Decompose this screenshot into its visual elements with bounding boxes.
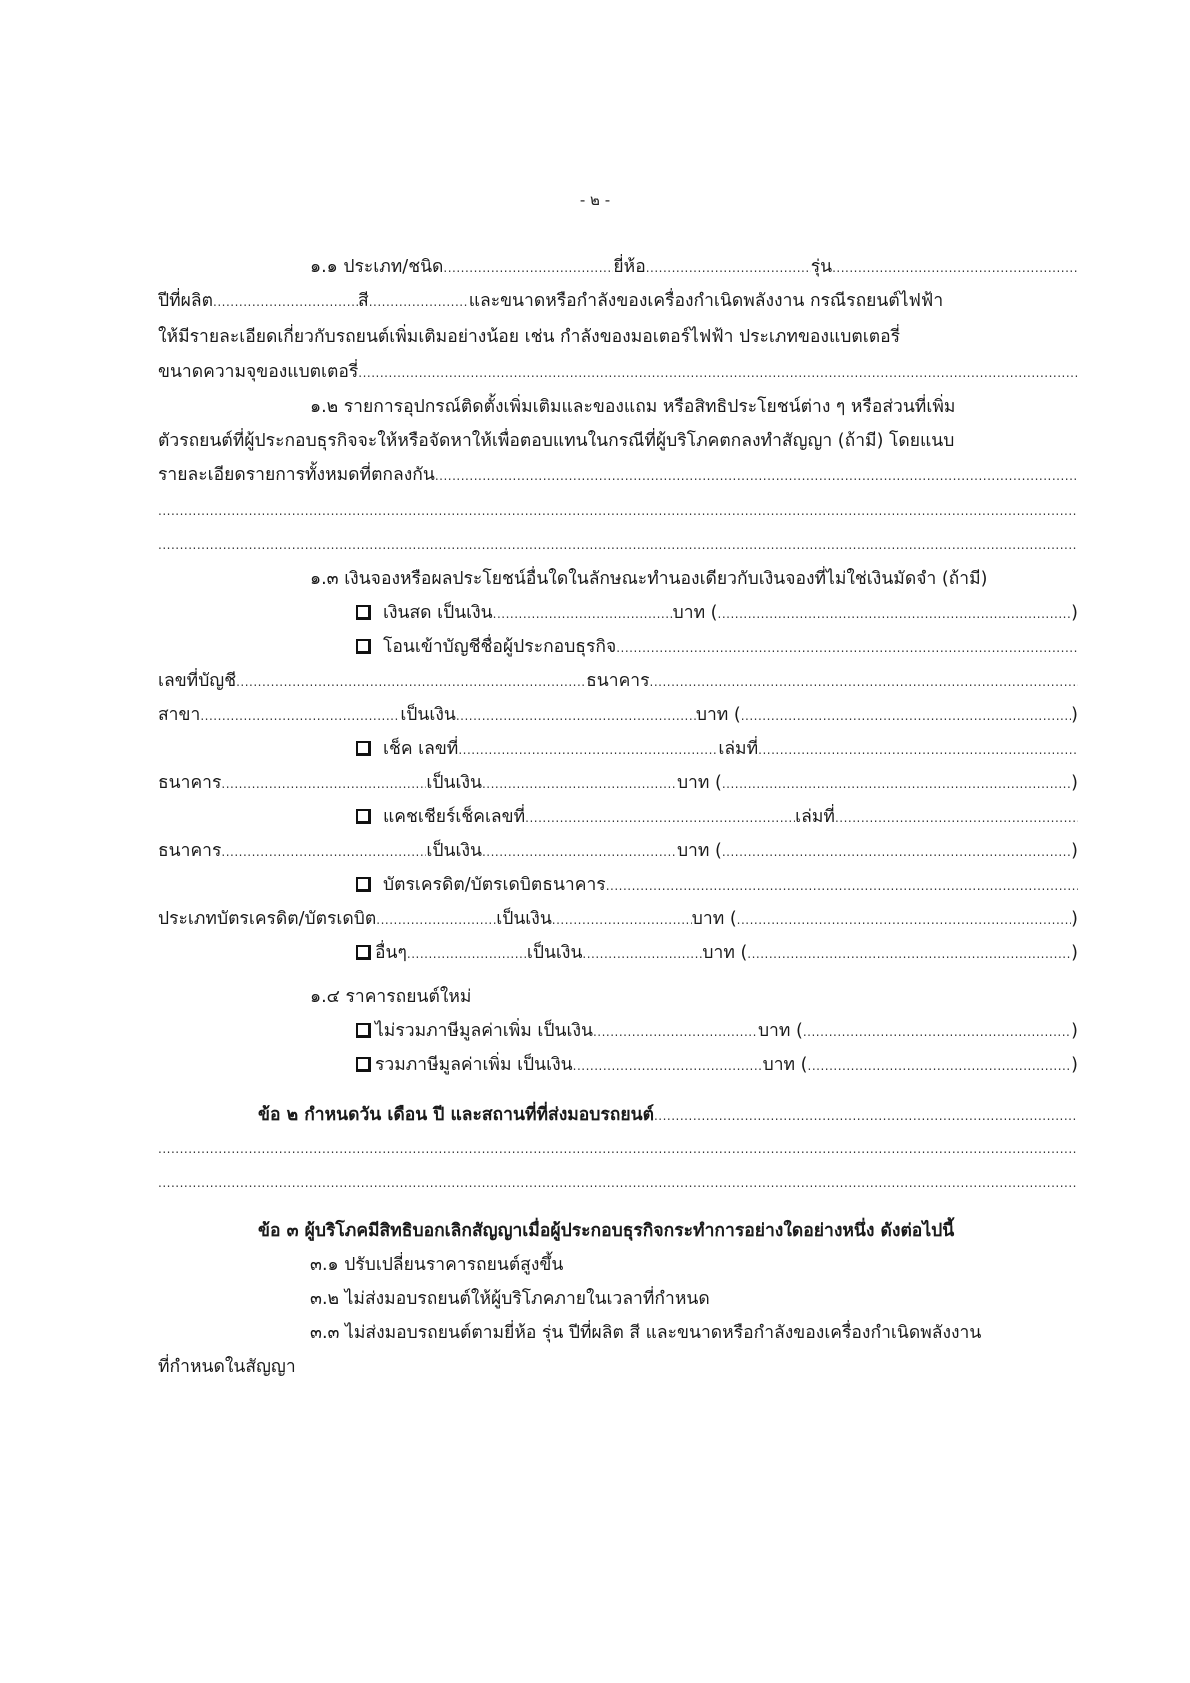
cheque-no-field[interactable] [458, 733, 718, 766]
cashier-no-label: แคชเชียร์เช็คเลขที่ [383, 807, 526, 827]
clause-3-heading: ข้อ ๓ ผู้บริโภคมีสิทธิบอกเลิกสัญญาเมื่อผู้ประกอบธุรกิจกระทำการอย่างใดอย่างหนึ่ง ดังต่อไปนี้ [258, 1221, 955, 1241]
clause-2-heading: ข้อ ๒ กำหนดวัน เดือน ปี และสถานที่ที่ส่งมอบรถยนต์ [258, 1105, 654, 1125]
accessories-detail-field[interactable] [435, 459, 1078, 492]
clause-3-3-continuation: ที่กำหนดในสัญญา [158, 1357, 296, 1377]
delivery-blank-line-1[interactable] [158, 1132, 1078, 1166]
clause-2-row [158, 1098, 1078, 1132]
cheque-book-label: เล่มที่ [718, 739, 759, 759]
car-price-heading: ๑.๔ ราคารถยนต์ใหม่ [310, 987, 472, 1007]
paren-close: ) [1071, 1055, 1078, 1075]
type-label: ๑.๑ ประเภท/ชนิด [310, 257, 444, 277]
other-amount-field[interactable] [582, 937, 702, 970]
excl-vat-checkbox[interactable] [356, 1023, 371, 1038]
type-field[interactable] [443, 251, 613, 284]
engine-text: และขนาดหรือกำลังของเครื่องกำเนิดพลังงาน กรณีรถยนต์ไฟฟ้า [468, 291, 944, 311]
cheque-baht-label: บาท ( [676, 773, 722, 793]
cash-amount-field[interactable] [493, 597, 673, 630]
section-1-1-line-4 [158, 355, 1078, 389]
paren-close: ) [1071, 909, 1078, 929]
accessories-heading: ๑.๒ รายการอุปกรณ์ติดตั้งเพิ่มเติมและของแถม หรือสิทธิประโยชน์ต่าง ๆ หรือส่วนที่เพิ่ม [310, 397, 956, 417]
cashier-baht-label: บาท ( [676, 841, 722, 861]
paren-close: ) [1071, 841, 1078, 861]
cashier-bank-row [158, 834, 1078, 868]
card-type-row [158, 902, 1078, 936]
incl-vat-row [158, 1048, 1078, 1082]
excl-vat-baht-label: บาท ( [757, 1021, 803, 1041]
clause-3-3-cont [158, 1350, 1078, 1384]
delivery-field[interactable] [654, 1099, 1078, 1132]
excl-vat-words-field[interactable] [803, 1015, 1071, 1048]
deposit-heading: ๑.๓ เงินจองหรือผลประโยชน์อื่นใดในลักษณะทำนองเดียวกับเงินจองที่ไม่ใช่เงินมัดจำ (ถ้ามี) [310, 569, 988, 589]
cashier-amount-field[interactable] [482, 835, 677, 868]
transfer-label: โอนเข้าบัญชีชื่อผู้ประกอบธุรกิจ [383, 637, 617, 657]
cheque-bank-field[interactable] [221, 767, 426, 800]
other-row [158, 936, 1078, 970]
card-amount-label: เป็นเงิน [496, 909, 552, 929]
brand-field[interactable] [646, 251, 811, 284]
other-checkbox[interactable] [356, 945, 371, 960]
section-1-2-line-3 [158, 458, 1078, 492]
transfer-row [158, 630, 1078, 664]
year-field[interactable] [213, 285, 358, 318]
card-row [158, 868, 1078, 902]
section-1-1-line-1 [158, 250, 1078, 284]
cash-row [158, 596, 1078, 630]
cashier-book-field[interactable] [835, 801, 1078, 834]
branch-row [158, 698, 1078, 732]
paren-close: ) [1071, 773, 1078, 793]
clause-3-3-text: ๓.๓ ไม่ส่งมอบรถยนต์ตามยี่ห้อ รุ่น ปีที่ผลิต สี และขนาดหรือกำลังของเครื่องกำเนิดพลังงาน [310, 1323, 982, 1343]
accessories-detail-label: รายละเอียดรายการทั้งหมดที่ตกลงกัน [158, 465, 435, 485]
page-number: - ๒ - [579, 191, 611, 209]
paren-close: ) [1071, 705, 1078, 725]
section-1-4-heading [158, 980, 1078, 1014]
other-field[interactable] [407, 937, 527, 970]
paren-close: ) [1071, 1021, 1078, 1041]
cheque-book-field[interactable] [758, 733, 1078, 766]
card-amount-field[interactable] [552, 903, 692, 936]
clause-3-2-text: ๓.๒ ไม่ส่งมอบรถยนต์ให้ผู้บริโภคภายในเวลาที่กำหนด [310, 1289, 710, 1309]
other-words-field[interactable] [747, 937, 1071, 970]
battery-capacity-label: ขนาดความจุของแบตเตอรี่ [158, 362, 359, 382]
color-label: สี [358, 291, 369, 311]
other-baht-label: บาท ( [702, 943, 748, 963]
incl-vat-checkbox[interactable] [356, 1057, 371, 1072]
branch-words-field[interactable] [741, 699, 1071, 732]
cashier-words-field[interactable] [722, 835, 1071, 868]
cheque-words-field[interactable] [722, 767, 1071, 800]
cheque-bank-label: ธนาคาร [158, 773, 222, 793]
branch-amount-label: เป็นเงิน [400, 705, 456, 725]
cheque-no-label: เช็ค เลขที่ [383, 739, 459, 759]
accessories-text: ตัวรถยนต์ที่ผู้ประกอบธุรกิจจะให้หรือจัดหาให้เพื่อตอบแทนในกรณีที่ผู้บริโภคตกลงทำสัญญา (ถ้ามี) โดยแนบ [158, 431, 955, 451]
incl-vat-words-field[interactable] [808, 1049, 1072, 1082]
clause-3-2 [158, 1282, 1078, 1316]
account-bank-field[interactable] [650, 665, 1078, 698]
section-1-1-line-2 [158, 284, 1078, 318]
cash-baht-label: บาท ( [672, 603, 718, 623]
card-checkbox[interactable] [356, 877, 371, 892]
cashier-amount-label: เป็นเงิน [426, 841, 482, 861]
clause-3-1 [158, 1248, 1078, 1282]
section-1-2-line-2 [158, 424, 1078, 458]
section-1-3-heading [158, 562, 1078, 596]
card-bank-field[interactable] [606, 869, 1078, 902]
brand-label: ยี่ห้อ [613, 257, 646, 277]
card-type-field[interactable] [376, 903, 496, 936]
other-amount-label: เป็นเงิน [526, 943, 583, 963]
cashier-no-field[interactable] [525, 801, 795, 834]
excl-vat-label: ไม่รวมภาษีมูลค่าเพิ่ม เป็นเงิน [375, 1021, 593, 1041]
cheque-bank-row [158, 766, 1078, 800]
transfer-checkbox[interactable] [356, 639, 371, 654]
accessories-blank-line-1[interactable] [158, 494, 1078, 528]
cashier-bank-label: ธนาคาร [158, 841, 222, 861]
card-bank-label: บัตรเครดิต/บัตรเดบิตธนาคาร [383, 875, 606, 895]
excl-vat-row [158, 1014, 1078, 1048]
year-label: ปีที่ผลิต [158, 291, 213, 311]
incl-vat-label: รวมภาษีมูลค่าเพิ่ม เป็นเงิน [375, 1055, 573, 1075]
cash-label: เงินสด เป็นเงิน [383, 603, 493, 623]
account-no-field[interactable] [236, 665, 586, 698]
branch-amount-field[interactable] [456, 699, 696, 732]
cheque-row [158, 732, 1078, 766]
cashier-bank-field[interactable] [221, 835, 426, 868]
cheque-amount-field[interactable] [482, 767, 677, 800]
transfer-name-field[interactable] [616, 631, 1078, 664]
section-1-1-line-3 [158, 320, 1078, 354]
cashier-row [158, 800, 1078, 834]
branch-label: สาขา [158, 705, 201, 725]
account-row [158, 664, 1078, 698]
card-type-label: ประเภทบัตรเครดิต/บัตรเดบิต [158, 909, 377, 929]
account-bank-label: ธนาคาร [586, 671, 650, 691]
model-field[interactable] [832, 251, 1078, 284]
excl-vat-amount-field[interactable] [593, 1015, 758, 1048]
incl-vat-amount-field[interactable] [573, 1049, 763, 1082]
clause-3-row [158, 1214, 1078, 1248]
section-1-2-line-1 [158, 390, 1078, 424]
paren-close: ) [1071, 603, 1078, 623]
account-no-label: เลขที่บัญชี [158, 671, 237, 691]
incl-vat-baht-label: บาท ( [762, 1055, 808, 1075]
card-baht-label: บาท ( [691, 909, 737, 929]
clause-3-3 [158, 1316, 1078, 1350]
cash-checkbox[interactable] [356, 605, 371, 620]
cheque-amount-label: เป็นเงิน [426, 773, 482, 793]
branch-field[interactable] [200, 699, 400, 732]
branch-baht-label: บาท ( [695, 705, 741, 725]
model-label: รุ่น [810, 257, 833, 277]
cashier-book-label: เล่มที่ [795, 807, 835, 827]
clause-3-1-text: ๓.๑ ปรับเปลี่ยนราคารถยนต์สูงขึ้น [310, 1255, 564, 1275]
cashier-cheque-checkbox[interactable] [356, 809, 371, 824]
ev-details-text: ให้มีรายละเอียดเกี่ยวกับรถยนต์เพิ่มเติมอย่างน้อย เช่น กำลังของมอเตอร์ไฟฟ้า ประเภทของแบตเตอรี่ [158, 327, 900, 347]
delivery-blank-line-2[interactable] [158, 1166, 1078, 1200]
battery-capacity-field[interactable] [358, 356, 1078, 389]
paren-close: ) [1071, 943, 1078, 963]
cheque-checkbox[interactable] [356, 741, 371, 756]
other-label: อื่นๆ [375, 943, 407, 963]
accessories-blank-line-2[interactable] [158, 528, 1078, 562]
card-words-field[interactable] [737, 903, 1072, 936]
cash-words-field[interactable] [718, 597, 1072, 630]
color-field[interactable] [369, 285, 469, 318]
